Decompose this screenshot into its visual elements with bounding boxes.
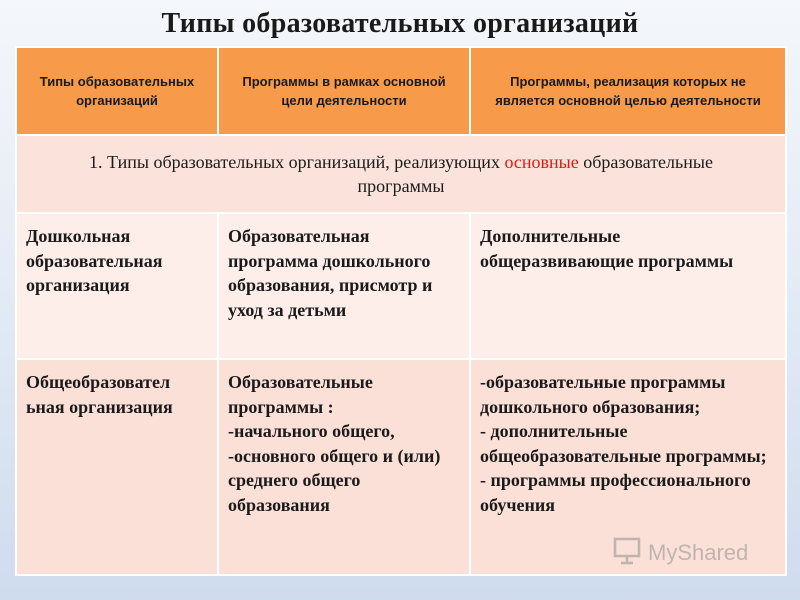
header-cell-org-types: Типы образовательных организаций xyxy=(16,47,218,135)
table-cell xyxy=(470,213,786,359)
section-heading xyxy=(16,135,786,213)
presentation-board-icon xyxy=(612,536,642,571)
table-cell xyxy=(218,213,470,359)
cell-text: Дошкольная образовательная организация xyxy=(26,226,163,295)
header-cell-main-programs: Программы в рамках основной цели деятельности xyxy=(218,47,470,135)
section-heading-prefix: 1. Типы образовательных организаций, реализующих xyxy=(89,152,505,172)
cell-text: Дополнительные общеразвивающие программы xyxy=(480,226,734,271)
section-heading-suffix: образовательные программы xyxy=(357,152,713,196)
section-heading-highlight: основные xyxy=(504,152,579,172)
table-cell xyxy=(16,359,218,575)
cell-text: Образовательные программы : -начального общего, -основного общего и (или) среднего общего образования xyxy=(228,372,441,515)
table-cell xyxy=(218,359,470,575)
header-cell-additional-programs: Программы, реализация которых не является основной целью деятельности xyxy=(470,47,786,135)
slide-title: Типы образовательных организаций xyxy=(161,8,639,39)
table-header-row xyxy=(16,47,786,135)
cell-text: -образовательные программы дошкольного образования; - дополнительные общеобразовательные программы; - программы профессионального обучения xyxy=(480,372,767,515)
cell-text: Образовательная программа дошкольного образования, присмотр и уход за детьми xyxy=(228,226,433,320)
cell-text: Общеобразовател ьная организация xyxy=(26,372,173,417)
table-cell xyxy=(16,213,218,359)
watermark-text: MyShared xyxy=(648,540,749,565)
section-row xyxy=(16,135,786,213)
organizations-table xyxy=(15,46,787,576)
watermark-logo xyxy=(612,536,762,570)
table-row xyxy=(16,213,786,359)
